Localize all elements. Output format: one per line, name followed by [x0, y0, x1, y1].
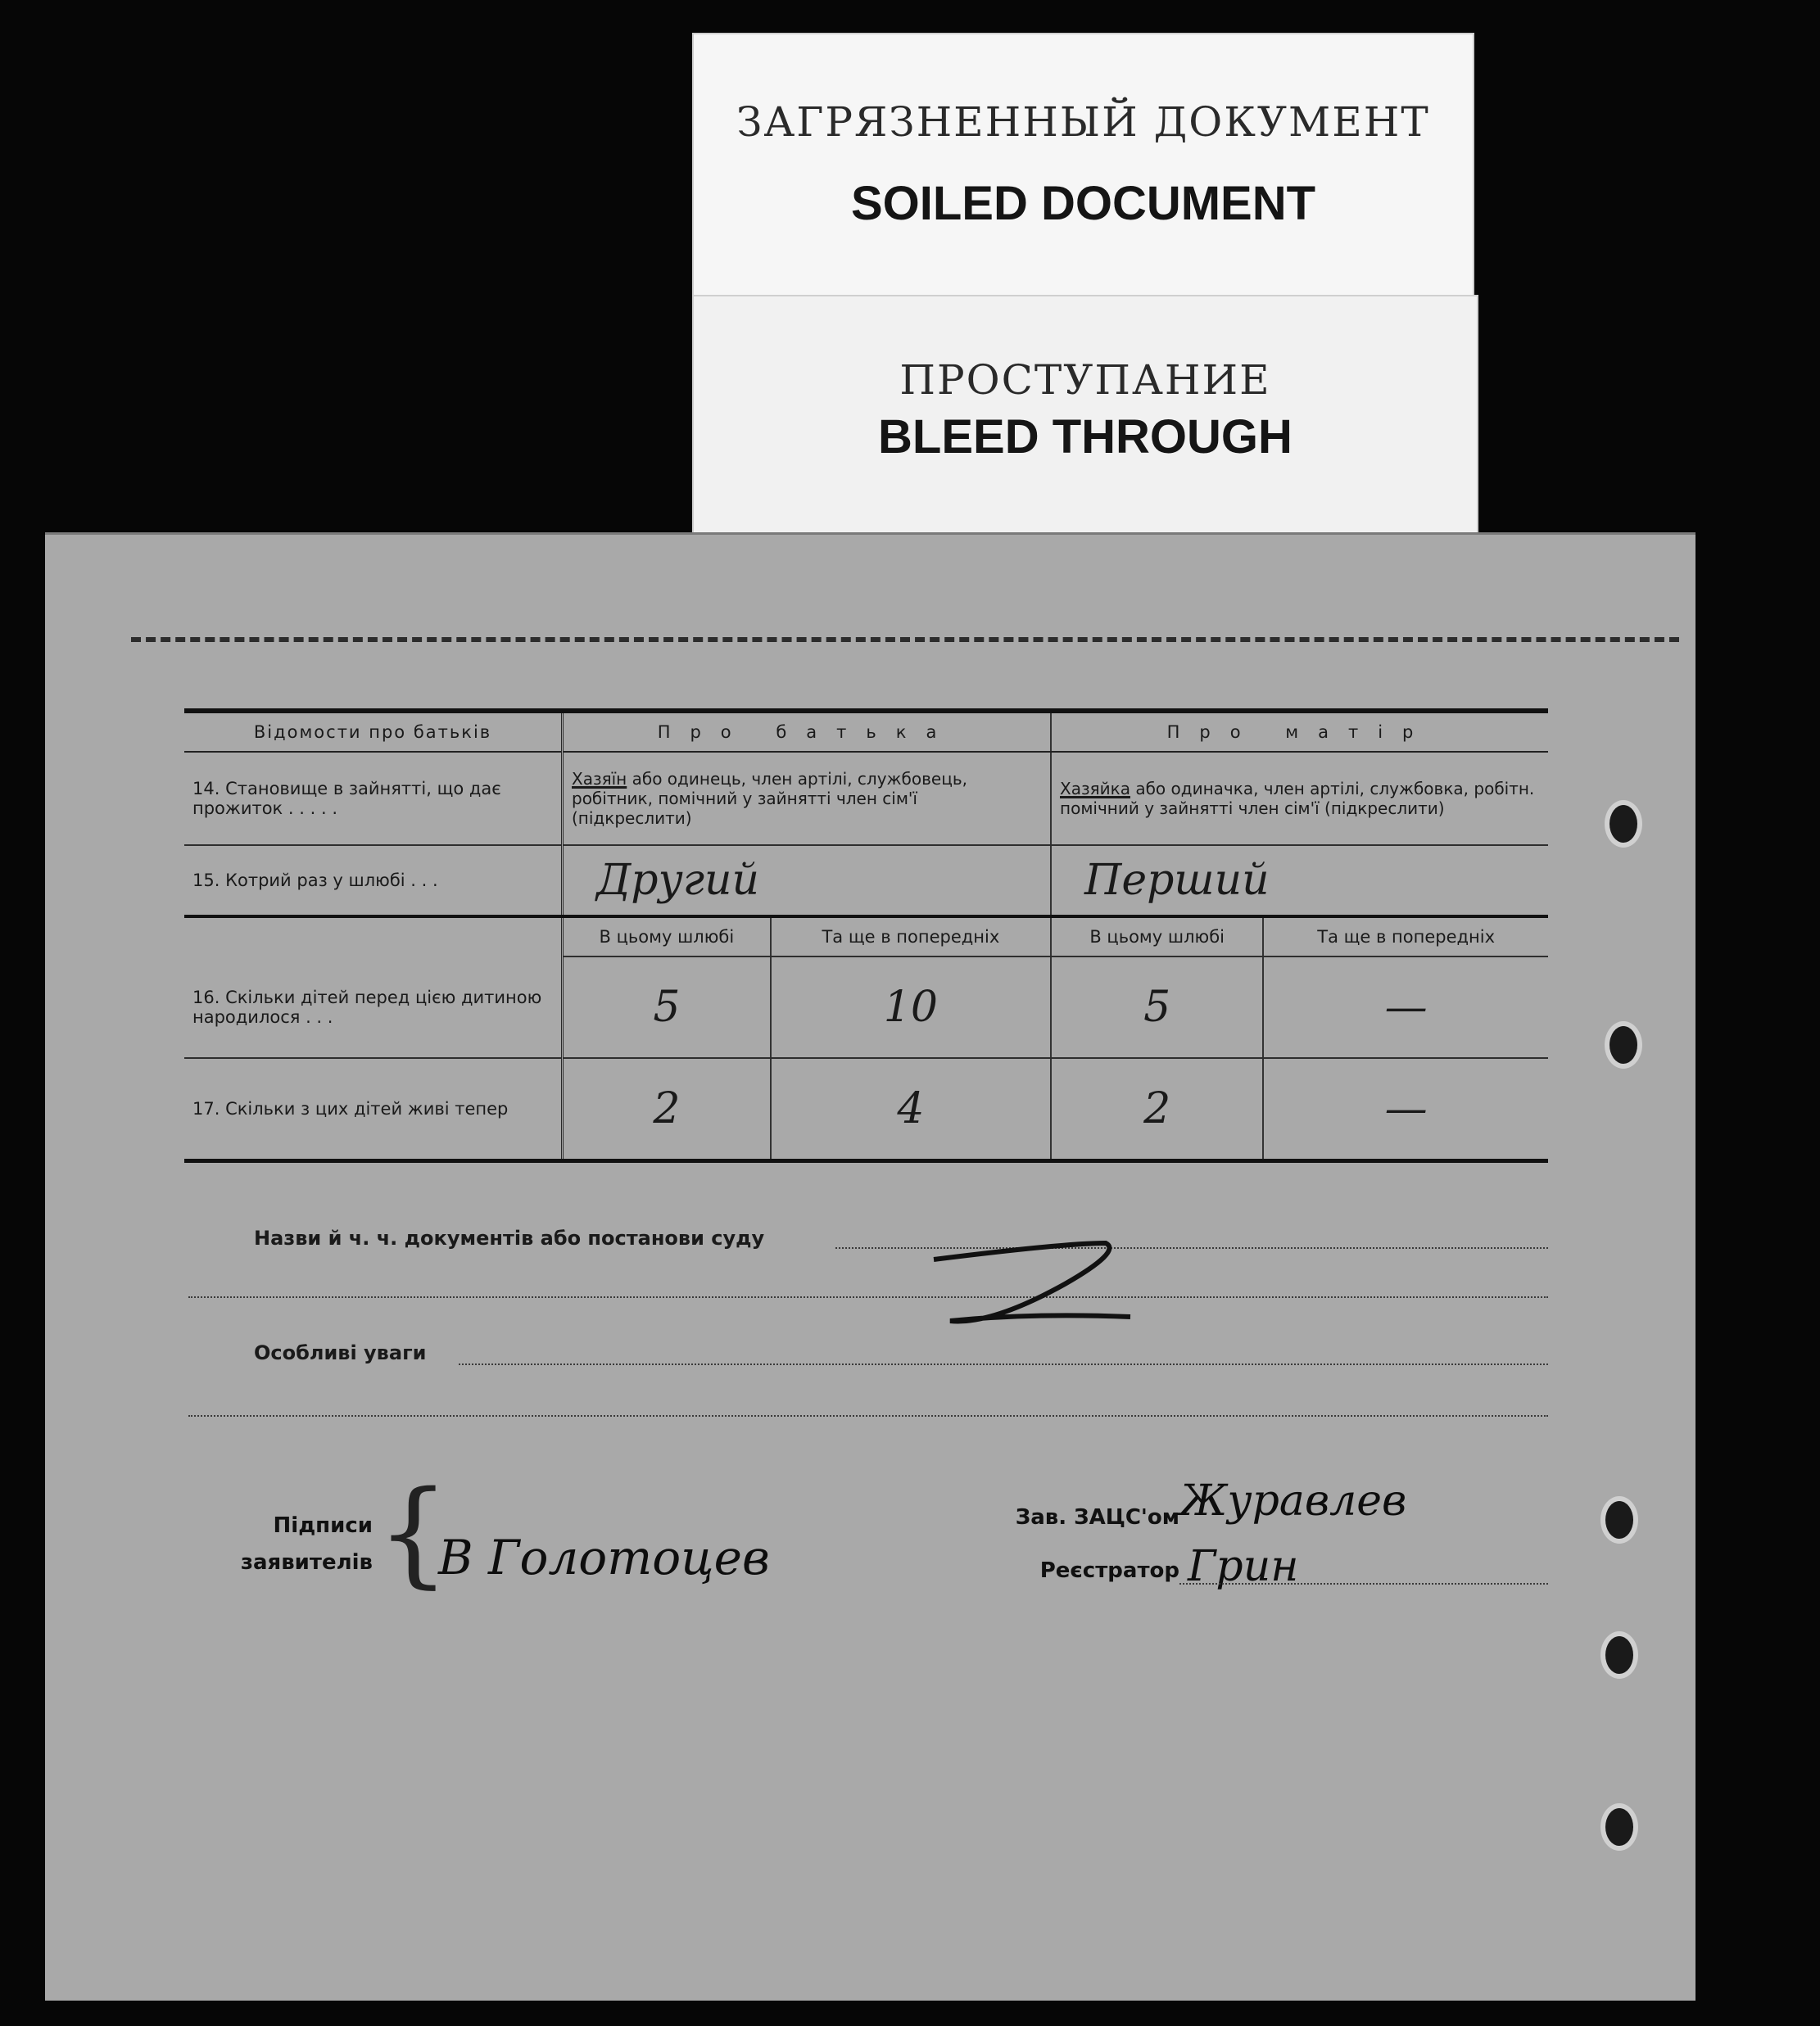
applicants-label-1: Підписи: [273, 1513, 373, 1538]
remarks-line: [459, 1363, 1548, 1365]
row14-mother-underlined: Хазяйка: [1060, 779, 1130, 798]
punch-hole: [1605, 1501, 1633, 1539]
header-info: Відомости про батьків: [184, 711, 563, 752]
subheader-spacer: [184, 916, 563, 956]
row14-label: 14. Становище в зайнятті, що дає прожиток . . . . .: [184, 752, 563, 845]
registrar-label: Реєстратор: [1039, 1558, 1179, 1583]
registrar-signature: Грин: [1188, 1542, 1299, 1591]
registrar-line: [1179, 1583, 1548, 1585]
bleed-through-label: [692, 295, 1478, 545]
row14-mother-text: або одиначка, член артілі, службовка, робітн. помічний у зайнятті член сім'ї (підкреслити): [1060, 779, 1535, 818]
row15-label: 15. Котрий раз у шлюбі . . .: [184, 845, 563, 916]
row17-label: 17. Скільки з цих дітей живі тепер: [184, 1058, 563, 1161]
documents-line-2: [188, 1296, 1548, 1298]
subheader-row: [184, 916, 1548, 956]
row16-mother-prev: —: [1263, 956, 1548, 1058]
punch-hole: [1605, 1636, 1633, 1674]
table-header-row: [184, 711, 1548, 752]
row17-father-this: 2: [563, 1058, 771, 1161]
soiled-label-ru: ЗАГРЯЗНЕННЫЙ ДОКУМЕНТ: [736, 98, 1430, 146]
row-14: [184, 752, 1548, 845]
head-label: Зав. ЗАЦС'ом: [1015, 1505, 1179, 1530]
row-15: [184, 845, 1548, 916]
row15-mother: Перший: [1051, 845, 1548, 916]
header-father: Про батька: [563, 711, 1052, 752]
form-page: [45, 532, 1695, 2001]
row-17: [184, 1058, 1548, 1161]
row17-father-prev: 4: [771, 1058, 1051, 1161]
applicant-signature: В Голотоцев: [438, 1530, 770, 1585]
bleed-label-en: BLEED THROUGH: [878, 410, 1293, 464]
row16-father-prev: 10: [771, 956, 1051, 1058]
row17-mother-this: 2: [1051, 1058, 1263, 1161]
row16-father-this: 5: [563, 956, 771, 1058]
row16-label: 16. Скільки дітей перед цією дитиною народилося . . .: [184, 956, 563, 1058]
row14-mother: [1051, 752, 1548, 845]
header-mother: Про матір: [1051, 711, 1548, 752]
sub-father-this: В цьому шлюбі: [563, 916, 771, 956]
row15-father: Другий: [563, 845, 1052, 916]
sub-mother-prev: Та ще в попередніх: [1263, 916, 1548, 956]
parents-table: [184, 708, 1548, 1163]
row-16: [184, 956, 1548, 1058]
remarks-label: Особливі уваги: [254, 1341, 427, 1364]
applicants-label-2: заявителів: [240, 1550, 373, 1575]
remarks-line-2: [188, 1415, 1548, 1417]
row14-father-text: або одинець, член артілі, службовець, робітник, помічний у зайнятті член сім'ї (підкреслити): [572, 769, 967, 828]
bleed-label-ru: ПРОСТУПАНИЕ: [899, 356, 1271, 404]
row16-mother-this: 5: [1051, 956, 1263, 1058]
sub-mother-this: В цьому шлюбі: [1051, 916, 1263, 956]
documents-label: Назви й ч. ч. документів або постанови суду: [254, 1227, 765, 1250]
perforation-line: [131, 637, 1679, 642]
signature-brace: {: [377, 1467, 450, 1600]
punch-hole: [1605, 1808, 1633, 1846]
sub-father-prev: Та ще в попередніх: [771, 916, 1051, 956]
soiled-label-en: SOILED DOCUMENT: [850, 177, 1316, 230]
row14-father: [563, 752, 1052, 845]
row14-father-underlined: Хазяїн: [572, 769, 627, 789]
punch-hole: [1609, 805, 1637, 843]
row17-mother-prev: —: [1263, 1058, 1548, 1161]
dash-mark: [901, 1227, 1171, 1333]
punch-hole: [1609, 1026, 1637, 1064]
soiled-document-label: [692, 33, 1474, 311]
head-signature: Журавлев: [1179, 1477, 1407, 1526]
